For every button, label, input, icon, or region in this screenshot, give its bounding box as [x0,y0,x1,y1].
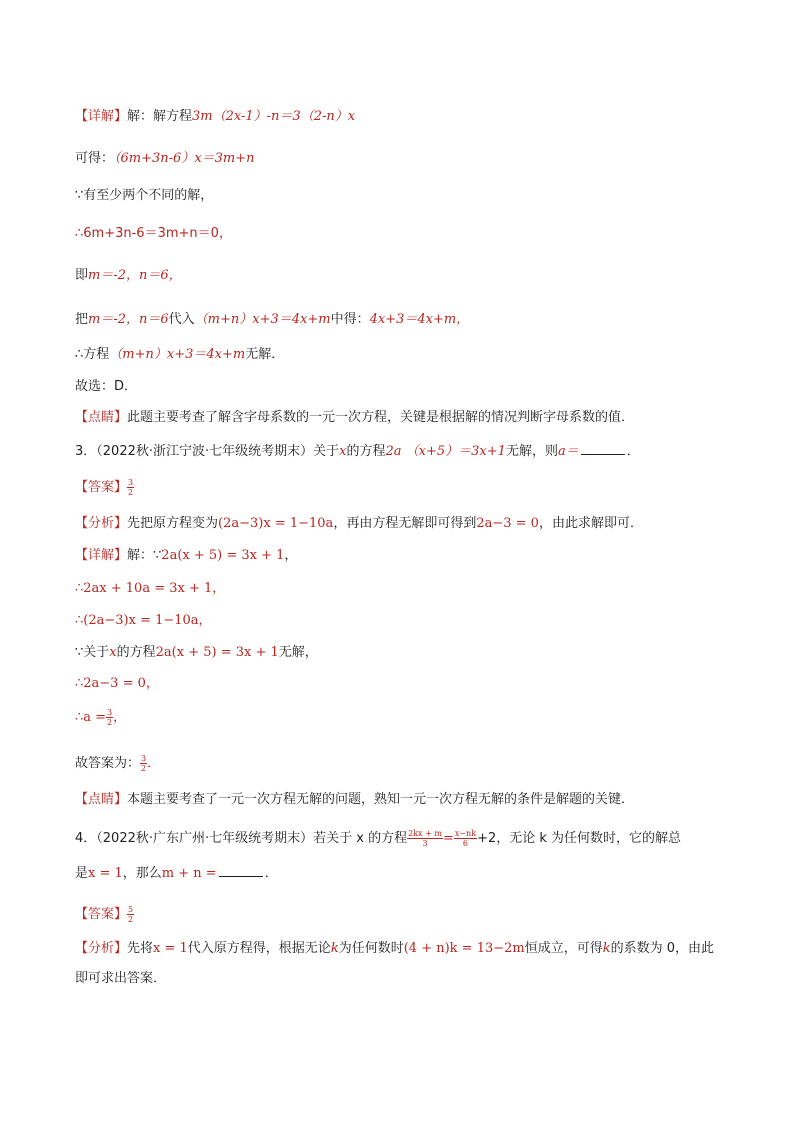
fraction-left: $\frac{2kx + m}{3}$ [408,829,442,848]
question-source: （2022秋·浙江宁波·七年级统考期末） [96,444,314,459]
comment-tag: 【点睛】 [75,410,128,425]
question-4: 4．（2022秋·广东广州·七年级统考期末）若关于 x 的方程 $\frac{2kx + m}{3}$ = $\frac{x-nk}{6}$ +2，无论 k 为任何数时，它的解总 [75,829,682,848]
answer-tag: 【答案】 [75,480,128,495]
question-4-line-2: 是x = 1，那么m + n = ． [75,866,278,881]
detail-line-8: 故选：D． [75,379,138,394]
question-number: 4． [75,831,97,846]
analysis-tag: 【分析】 [75,941,128,956]
answer-tag: 【答案】 [75,907,128,922]
detail-line-7: ∴方程（m+n）x+3＝4x+m无解． [75,347,285,362]
comment-line-3: 【点睛】本题主要考查了一元一次方程无解的问题，熟知一元一次方程无解的条件是解题的关键． [75,792,635,807]
question-number: 3． [75,444,97,459]
detail-3-line-2: ∴2ax + 10a = 3x + 1， [75,581,226,596]
answer-blank [581,442,625,455]
detail-tag: 【详解】 [75,548,128,563]
answer-line-4 [75,905,134,924]
analysis-line-3: 【分析】先把原方程变为(2a−3)x = 1−10a，再由方程无解即可得到2a−3 = 0，由此求解即可． [75,516,643,531]
equation: 3m（2x-1）-n＝3（2-n）x [192,109,356,124]
detail-3-line-6: ∴a = $\frac{3}{2}$ ， [75,708,127,727]
detail-line-1: 【详解】解：解方程3m（2x-1）-n＝3（2-n）x [75,109,356,124]
analysis-tag: 【分析】 [75,516,128,531]
detail-line-2: 可得：（6m+3n-6）x＝3m+n [75,151,255,166]
detail-3-line-4: ∵关于x的方程2a(x + 5) = 3x + 1无解， [75,645,318,660]
answer-line-3 [75,478,134,497]
answer-fraction: $\frac{5}{2}$ [128,905,134,924]
detail-3-line-7: 故答案为： $\frac{3}{2}$ ． [75,754,161,773]
detail-line-5: 即m＝-2，n＝6， [75,268,182,283]
detail-line-3: ∵有至少两个不同的解， [75,188,214,203]
fraction-right: $\frac{x-nk}{6}$ [454,829,477,848]
detail-tag: 【详解】 [75,109,128,124]
detail-line-6: 把m＝-2，n＝6代入（m+n）x+3＝4x+m中得：4x+3＝4x+m， [75,312,470,327]
detail-line-4: ∴6m+3n-6＝3m+n＝0， [75,226,232,241]
question-3: 3．（2022秋·浙江宁波·七年级统考期末）关于x的方程2a （x+5）＝3x+1无解，则a＝ ． [75,444,640,459]
answer-blank [219,864,263,877]
comment-tag: 【点睛】 [75,792,128,807]
comment-line: 【点睛】此题主要考查了解含字母系数的一元一次方程，关键是根据解的情况判断字母系数的值． [75,410,635,425]
detail-3-line-1: 【详解】解：∵2a(x + 5) = 3x + 1， [75,548,298,563]
answer-fraction: $\frac{3}{2}$ [128,478,134,497]
analysis-line-4: 【分析】先将x = 1代入原方程得，根据无论k为任何数时(4 + n)k = 13−2m恒成立，可得k的系数为 0，由此即可求出答案． [75,941,715,986]
detail-3-line-3: ∴(2a−3)x = 1−10a， [75,613,212,628]
detail-3-line-5: ∴2a−3 = 0， [75,676,159,691]
question-source: （2022秋·广东广州·七年级统考期末） [96,831,314,846]
